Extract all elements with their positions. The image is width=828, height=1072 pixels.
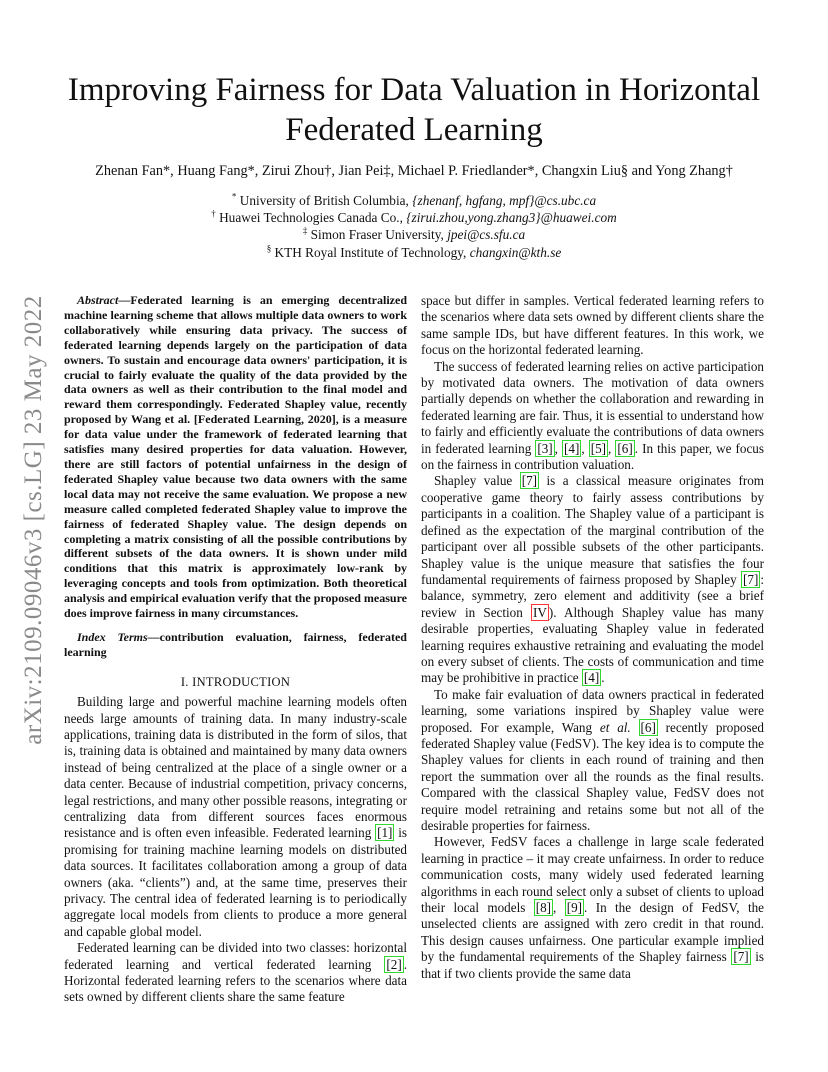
section-heading-introduction: I. INTRODUCTION: [180, 674, 291, 689]
intro-paragraph-2-cont: space but differ in samples. Vertical federated learning refers to the scenarios where data sets owned by different clients share the same sample IDs, but have different features. In this work, we focus on the horizontal federated learning.: [421, 293, 764, 358]
section-reference-link[interactable]: IV: [533, 604, 547, 620]
intro-paragraph-4: Shapley value [7] is a classical measure originates from cooperative game theory to fairly assess contributions by participants in a coalition. The Shapley value of a participant is defined as the expectation of the marginal contribution of the participant over all possible subsets of the other participants. Shapley value is the unique measure that satisfies the four fundamental requirements of fairness proposed by Shapley [7] : balance, symmetry, zero element and additivity (see a brief review in Section IV ). Although Shapley value has many desirable properties, evaluating Shapley value in federated learning requires exhaustive retraining and evaluating the model on every subset of clients. The costs of communication and time may be prohibitive in practice [4] .: [421, 473, 764, 686]
intro-paragraph-5: To make fair evaluation of data owners practical in federated learning, some variations inspired by Shapley value were proposed. For example, Wang et al. [6] recently proposed federated Shapley value (FedSV). The key idea is to compute the Shapley values for clients in each round of training and then report the summation over all the rounds as the final results. Compared with the classical Shapley value, FedSV does not require model retraining and retains some but not all of the desirable properties for fairness.: [421, 686, 764, 833]
affiliation-email: jpei@cs.sfu.ca: [447, 227, 526, 243]
citation-link[interactable]: [6]: [640, 719, 656, 735]
affiliation-email: changxin@kth.se: [469, 244, 562, 260]
affiliation-3: ‡ Simon Fraser University, jpei@cs.sfu.ca: [302, 225, 526, 243]
citation-link[interactable]: [4]: [583, 670, 600, 686]
citation-link[interactable]: [8]: [535, 900, 552, 916]
citation-link[interactable]: [7]: [733, 949, 749, 965]
intro-paragraph-3: The success of federated learning relies on active participation by motivated data owners. The motivation of data owners partially depends on whether the collaboration and rewarding in federated learning are fair. Thus, it is essential to understand how to fairly and efficiently evaluate the contributions of data owners in federated learning [3] , [4] , [5] , [6] . In this paper, we focus on the fairness in contribution valuation.: [421, 358, 764, 473]
affiliation-2: † Huawei Technologies Canada Co., {zirui.zhou,yong.zhang3}@huawei.com: [211, 208, 617, 226]
affiliation-email: {zirui.zhou,yong.zhang3}@huawei.com: [406, 210, 617, 226]
citation-link[interactable]: [9]: [566, 900, 583, 916]
citation-link[interactable]: [2]: [386, 956, 402, 972]
citation-link[interactable]: [5]: [590, 440, 607, 456]
index-terms-label: Index Terms: [77, 629, 148, 644]
intro-paragraph-2: Federated learning can be divided into two classes: horizontal federated learning and vertical federated learning [2] . Horizontal federated learning refers to the scenarios where data sets owned by different clients share the same feature: [64, 940, 407, 1005]
citation-link[interactable]: [7]: [521, 473, 538, 489]
arxiv-side-stamp: arXiv:2109.09046v3 [cs.LG] 23 May 2022: [20, 295, 47, 745]
paper-title: Improving Fairness for Data Valuation in Horizontal Federated Learning: [67, 72, 761, 148]
affiliation-4: § KTH Royal Institute of Technology, changxin@kth.se: [266, 243, 562, 260]
intro-paragraph-6: However, FedSV faces a challenge in large scale federated learning in practice – it may create unfairness. In order to reduce communication costs, many widely used federated learning algorithms in each round select only a subset of clients to upload their local models [8] , [9] . In the design of FedSV, the unselected clients are assigned with zero credit in that round. This design causes unfairness. One particular example implied by the fundamental requirements of the Shapley fairness [7] is that if two clients provide the same data: [421, 834, 765, 981]
affiliation-1: * University of British Columbia, {zhenanf, hgfang, mpf}@cs.ubc.ca: [231, 191, 597, 208]
citation-link[interactable]: [6]: [617, 440, 633, 456]
index-terms: Index Terms—contribution evaluation, fairness, federated learning: [64, 629, 407, 659]
citation-link[interactable]: [4]: [564, 440, 580, 456]
abstract-text: —Federated learning is an emerging decentralized machine learning scheme that allows multiple data owners to work collaboratively while ensuring data privacy. The success of federated learning depends largely on the participation of data owners. To sustain and encourage data owners' participation, it is crucial to fairly evaluate the quality of the data provided by the data owners as well as their contribution to the final model and reward them correspondingly. Federated Shapley value, recently proposed by Wang et al. [Federated Learning, 2020], is a measure for data value under the framework of federated learning that satisfies many desired properties for data valuation. However, there are still factors of potential unfairness in the design of federated Shapley value because two data owners with the same local data may not receive the same evaluation. We propose a new measure called completed federated Shapley value to improve the fairness of federated Shapley value. The design depends on completing a matrix consisting of all the possible contributions by different subsets of the data owners. It is shown under mild conditions that this matrix is approximately low-rank by leveraging concepts and tools from optimization. Both theoretical analysis and empirical evaluation verify that the proposed measure does improve fairness in many circumstances.: [64, 293, 407, 621]
affiliation-email: {zhenanf, hgfang, mpf}@cs.ubc.ca: [412, 193, 597, 208]
citation-link[interactable]: [7]: [743, 571, 759, 587]
intro-paragraph-1: Building large and powerful machine learning models often needs large amounts of training data. In many industry-scale applications, training data is distributed in the form of silos, that is, training data is obtained and maintained by many data owners instead of being centralized at the place of a single owner or a data center. Because of industrial competition, privacy concerns, legal restrictions, and many other possible reasons, integrating or centralizing data from different sources faces enormous resistance and is often even infeasible. Federated learning [1] is promising for training machine learning models on distributed data sources. It facilitates collaboration among a group of data owners (aka. “clients”) and, at the same time, preserves their privacy. The central idea of federated learning is to periodically aggregate local models from clients to produce a more general and capable global model.: [64, 694, 407, 939]
author-list: Zhenan Fan*, Huang Fang*, Zirui Zhou†, Jian Pei‡, Michael P. Friedlander*, Changxin Liu§ and Yong Zhang†: [95, 163, 733, 179]
citation-link[interactable]: [1]: [377, 825, 393, 841]
abstract-label: Abstract: [77, 293, 119, 307]
citation-link[interactable]: [3]: [537, 440, 553, 456]
left-column: [64, 293, 407, 1006]
right-column: [421, 293, 764, 982]
affiliations: [60, 192, 768, 261]
abstract: [64, 293, 407, 621]
